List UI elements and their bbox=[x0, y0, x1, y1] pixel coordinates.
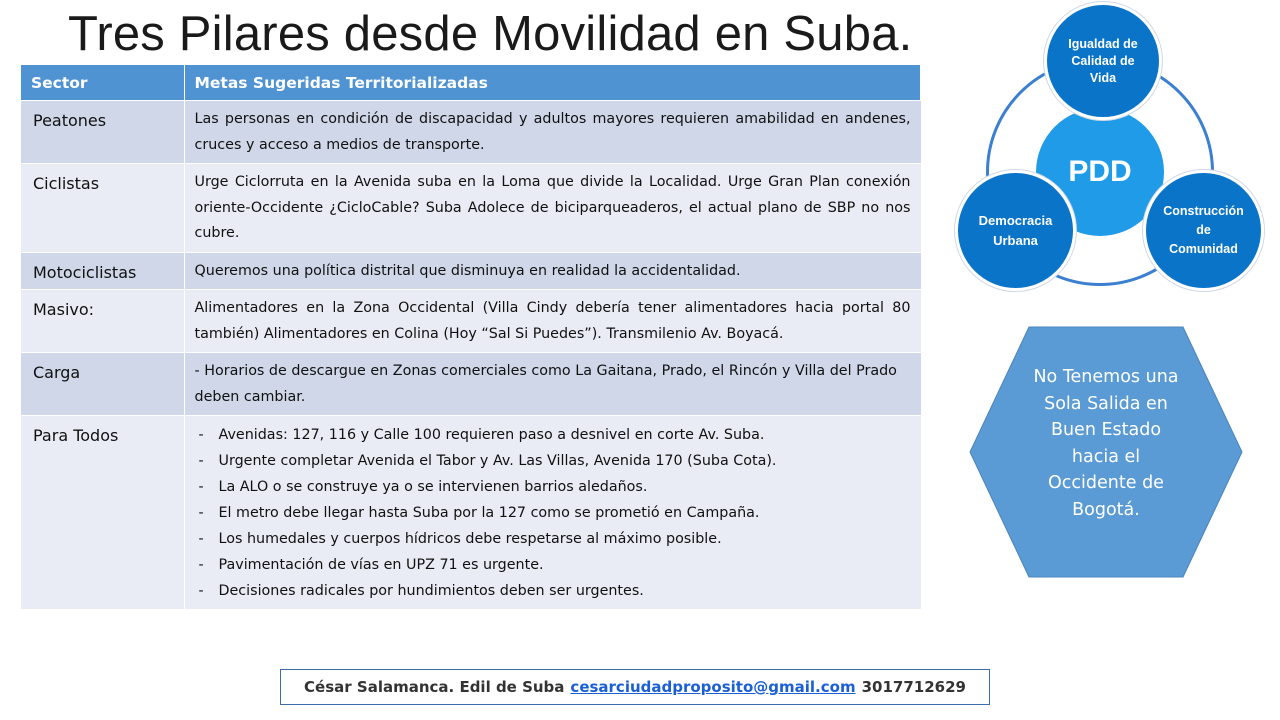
hexagon-line: Bogotá. bbox=[1072, 499, 1140, 520]
table-row bbox=[21, 252, 921, 290]
node-line: Democracia bbox=[978, 212, 1053, 228]
row-text: Queremos una política distrital que disminuya en realidad la accidentalidad. bbox=[184, 252, 921, 290]
pdd-center-circle: PDD bbox=[1036, 108, 1164, 236]
node-line: Comunidad bbox=[1169, 242, 1238, 256]
list-item: - Los humedales y cuerpos hídricos debe respetarse al máximo posible. bbox=[195, 526, 911, 552]
node-line: de bbox=[1196, 223, 1211, 237]
hexagon-line: Occidente de bbox=[1048, 473, 1164, 493]
node-igualdad bbox=[1044, 2, 1162, 120]
contact-box bbox=[280, 669, 990, 705]
bullet-list bbox=[195, 422, 911, 604]
node-line: Urbana bbox=[993, 232, 1038, 248]
row-sector: Para Todos bbox=[21, 416, 184, 610]
hexagon-line: Sola Salida en bbox=[1044, 393, 1168, 414]
slide-title: Tres Pilares desde Movilidad en Suba. bbox=[68, 7, 913, 61]
node-construccion bbox=[1143, 170, 1264, 291]
list-item: - Pavimentación de vías en UPZ 71 es urgente. bbox=[195, 552, 911, 578]
row-sector: Masivo: bbox=[21, 290, 184, 353]
node-line: Calidad de bbox=[1071, 53, 1135, 68]
hexagon-line: hacia el bbox=[1071, 446, 1141, 467]
goals-table bbox=[21, 65, 921, 609]
row-sector: Peatones bbox=[21, 101, 184, 164]
header-sector: Sector bbox=[21, 65, 184, 101]
row-sector: Carga bbox=[21, 353, 184, 416]
hexagon-callout bbox=[969, 326, 1243, 578]
row-sector: Motociclistas bbox=[21, 252, 184, 290]
table-row bbox=[21, 290, 921, 353]
contact-name: César Salamanca. Edil de Suba bbox=[304, 678, 565, 696]
row-sector: Ciclistas bbox=[21, 164, 184, 253]
list-item: - La ALO o se construye ya o se intervienen barrios aledaños. bbox=[195, 474, 911, 500]
list-item: - El metro debe llegar hasta Suba por la 127 como se prometió en Campaña. bbox=[195, 500, 911, 526]
node-line: Construcción bbox=[1163, 204, 1244, 218]
hexagon-text bbox=[1017, 364, 1195, 523]
row-text: Alimentadores en la Zona Occidental (Villa Cindy debería tener alimentadores hacia portal 80 también) Alimentadores en Colina (Hoy “Sal Si Puedes”). Transmilenio Av. Boyacá. bbox=[184, 290, 921, 353]
table-row bbox=[21, 164, 921, 253]
row-list-cell bbox=[184, 416, 921, 610]
list-item: - Decisiones radicales por hundimientos deben ser urgentes. bbox=[195, 578, 911, 604]
node-democracia bbox=[955, 170, 1076, 291]
node-line: Igualdad de bbox=[1068, 36, 1138, 51]
row-text: Urge Ciclorruta en la Avenida suba en la Loma que divide la Localidad. Urge Gran Plan conexión oriente-Occidente ¿CicloCable? Suba Adolece de biciparqueaderos, el actual plano de SBP no nos cubre. bbox=[184, 164, 921, 253]
contact-phone: 3017712629 bbox=[861, 678, 966, 696]
row-text: - Horarios de descargue en Zonas comerciales como La Gaitana, Prado, el Rincón y Villa del Prado deben cambiar. bbox=[184, 353, 921, 416]
table-row bbox=[21, 101, 921, 164]
list-item: - Urgente completar Avenida el Tabor y Av. Las Villas, Avenida 170 (Suba Cota). bbox=[195, 448, 911, 474]
hexagon-line: No Tenemos una bbox=[1033, 367, 1179, 387]
header-goals: Metas Sugeridas Territorializadas bbox=[184, 65, 921, 101]
table-header-row bbox=[21, 65, 921, 101]
table-row bbox=[21, 416, 921, 610]
hexagon-line: Buen Estado bbox=[1050, 420, 1162, 440]
row-text: Las personas en condición de discapacidad y adultos mayores requieren amabilidad en andenes, cruces y acceso a medios de transporte. bbox=[184, 101, 921, 164]
node-line: Vida bbox=[1089, 70, 1117, 85]
list-item: - Avenidas: 127, 116 y Calle 100 requieren paso a desnivel en corte Av. Suba. bbox=[195, 422, 911, 448]
email-link[interactable]: cesarciudadproposito@gmail.com bbox=[570, 678, 856, 696]
table-row bbox=[21, 353, 921, 416]
